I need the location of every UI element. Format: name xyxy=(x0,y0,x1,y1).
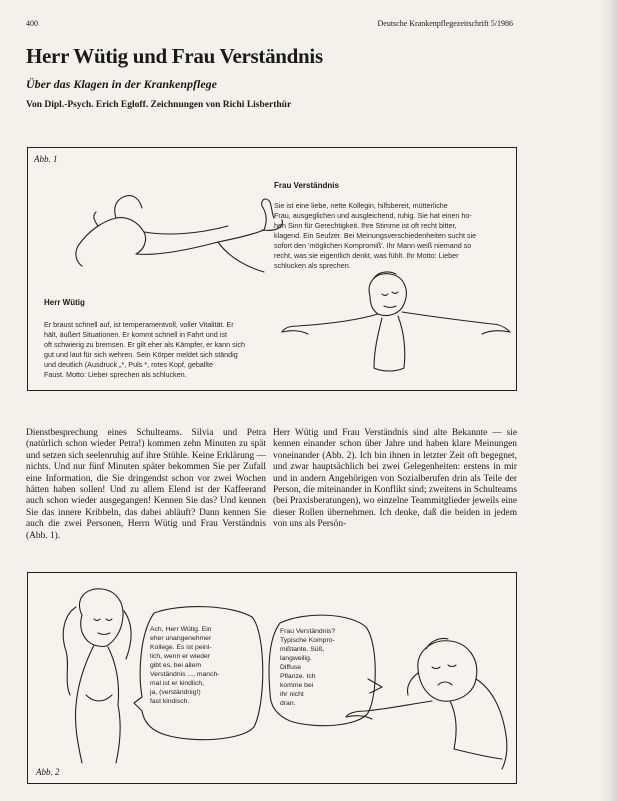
frau-caption-line: schlucken als sprechen. xyxy=(274,261,351,270)
speech-bubble-left-line: eher unangenehmer xyxy=(150,635,212,642)
frau-verstaendnis-illustration xyxy=(278,268,514,386)
page-number: 400 xyxy=(26,19,38,28)
frau-caption-line: Sie ist eine liebe, nette Kollegin, hilfsbereit, mütterliche xyxy=(274,201,448,210)
herr-caption-text xyxy=(44,320,276,380)
speech-bubble-left-line: Ach, Herr Wütig. Ein xyxy=(150,626,212,633)
speech-bubble-left-line: Kollege. Es ist peinl- xyxy=(150,644,212,651)
speech-bubble-right-line: Frau Verständnis? xyxy=(280,628,336,635)
speech-bubble-right-line: ihr nicht xyxy=(280,691,304,698)
frau-caption-line: hen Sinn für Gerechtigkeit. Ihre Stimme ist oft recht bitter, xyxy=(274,221,457,230)
speech-bubble-right-line: mißtante. Süß, xyxy=(280,646,325,653)
body-column-left: Dienstbesprechung eines Schulteams. Silvia und Petra (natürlich schon wieder Petra!) kommen zehn Minuten zu spät und setzen sich seelenruhig auf ihre Stühle. Keine Erklärung — nichts. Und nur fünf Minuten später bekommen Sie per Zufall eine Information, die Sie dringendst schon vor zwei Wochen hätten haben sollen! Und zu allem Elend ist der Kaffeerand auch schon wieder ausgegangen! Kennen Sie das? Und kennen Sie das innere Kribbeln, das dabei abläuft? Dann kennen Sie auch die zwei Personen, Herrn Wütig und Frau Verständnis (Abb. 1). xyxy=(26,428,266,541)
figure-2 xyxy=(27,572,517,784)
frau-caption-text xyxy=(274,201,512,271)
speech-bubble-left-line: Verständnis ..., manch- xyxy=(150,671,220,678)
speech-bubble-right-line: langweilig. xyxy=(280,655,312,662)
herr-caption-line: oft schwierig zu bremsen. Er gilt eher als Kämpfer, er kann sich xyxy=(44,340,245,349)
figure-2-label: Abb. 2 xyxy=(36,767,60,777)
speech-bubble-right-line: Typische Kompro- xyxy=(280,637,335,644)
article-subtitle: Über das Klagen in der Krankenpflege xyxy=(26,77,218,91)
speech-bubble-right-line: Diffuse xyxy=(280,664,302,671)
herr-caption-line: Er braust schnell auf, ist temperamentvoll, voller Vitalität. Er xyxy=(44,320,234,329)
body-column-right: Herr Wütig und Frau Verständnis sind alte Bekannte — sie kennen einander schon über Jahre und haben klare Meinungen voneinander (Abb. 2). Ich bin ihnen in letzter Zeit oft begegnet, und zwar hauptsächlich bei zwei Gelegenheiten: erstens in mir und in andern Angehörigen von Sozialberufen drin als Teile der Person, die miteinander in Konflikt sind; zweitens in Schulteams (bei Praxisberatungen), wo einzelne Teammitglieder jeweils eine dieser Rollen übernehmen. Ich denke, daß die beiden in jedem von uns als Persön- xyxy=(273,428,517,530)
speech-bubble-left-line: fast kindisch. xyxy=(150,698,190,705)
herr-caption-line: und deutlich (Ausdruck „*, Puls *, rotes Kopf, geballte xyxy=(44,360,213,369)
herr-wuetig-portrait xyxy=(346,629,514,769)
article-byline: Von Dipl.-Psych. Erich Egloff. Zeichnungen von Richi Lisberthür xyxy=(26,100,292,110)
speech-bubble-left-line: gibt es, bei allem xyxy=(150,662,202,669)
speech-bubble-right-line: Pflanze. Ich xyxy=(280,673,316,680)
herr-wuetig-illustration xyxy=(68,176,298,286)
speech-bubble-right-line: komme bei xyxy=(280,682,314,689)
speech-bubble-left-line: mal ist er kindlich, xyxy=(150,680,205,687)
speech-bubble-left-line: lich, wenn er wieder xyxy=(150,653,211,660)
speech-bubble-left-text xyxy=(150,625,256,706)
herr-caption-heading: Herr Wütig xyxy=(44,298,85,307)
frau-caption-line: klagend. Ein Seufzer. Bei Meinungsverschiedenheiten sucht sie xyxy=(274,231,477,240)
frau-caption-line: sofort den 'möglichen Kompromiß'. Ihr Mann weiß niemand so xyxy=(274,241,472,250)
frau-caption-heading: Frau Verständnis xyxy=(274,181,339,190)
speech-bubble-right-line: dran. xyxy=(280,700,296,707)
herr-caption-line: hält, äußert Situationen. Er kommt schnell in Fahrt und ist xyxy=(44,330,227,339)
herr-caption-line: Faust. Motto: Lieber sprechen als schlucken. xyxy=(44,370,187,379)
frau-verstaendnis-portrait xyxy=(42,585,142,767)
figure-1 xyxy=(27,147,517,391)
speech-bubble-left-line: ja, (verständnig!) xyxy=(150,689,201,696)
herr-caption-line: gut und laut für sich wehren. Sein Körper meldet sich ständig xyxy=(44,350,238,359)
frau-caption-line: Frau, ausgeglichen und ausgleichend, ruhig. Sie hat einen ho- xyxy=(274,211,472,220)
article-title: Herr Wütig und Frau Verständnis xyxy=(26,44,323,68)
page-edge-shadow xyxy=(601,0,617,801)
running-head: Deutsche Krankenpflegezeitschrift 5/1986 xyxy=(377,19,513,28)
figure-1-label: Abb. 1 xyxy=(34,154,58,164)
frau-caption-line: recht, was sie eigentlich denkt, was fühlt. Ihr Motto: Lieber xyxy=(274,251,459,260)
